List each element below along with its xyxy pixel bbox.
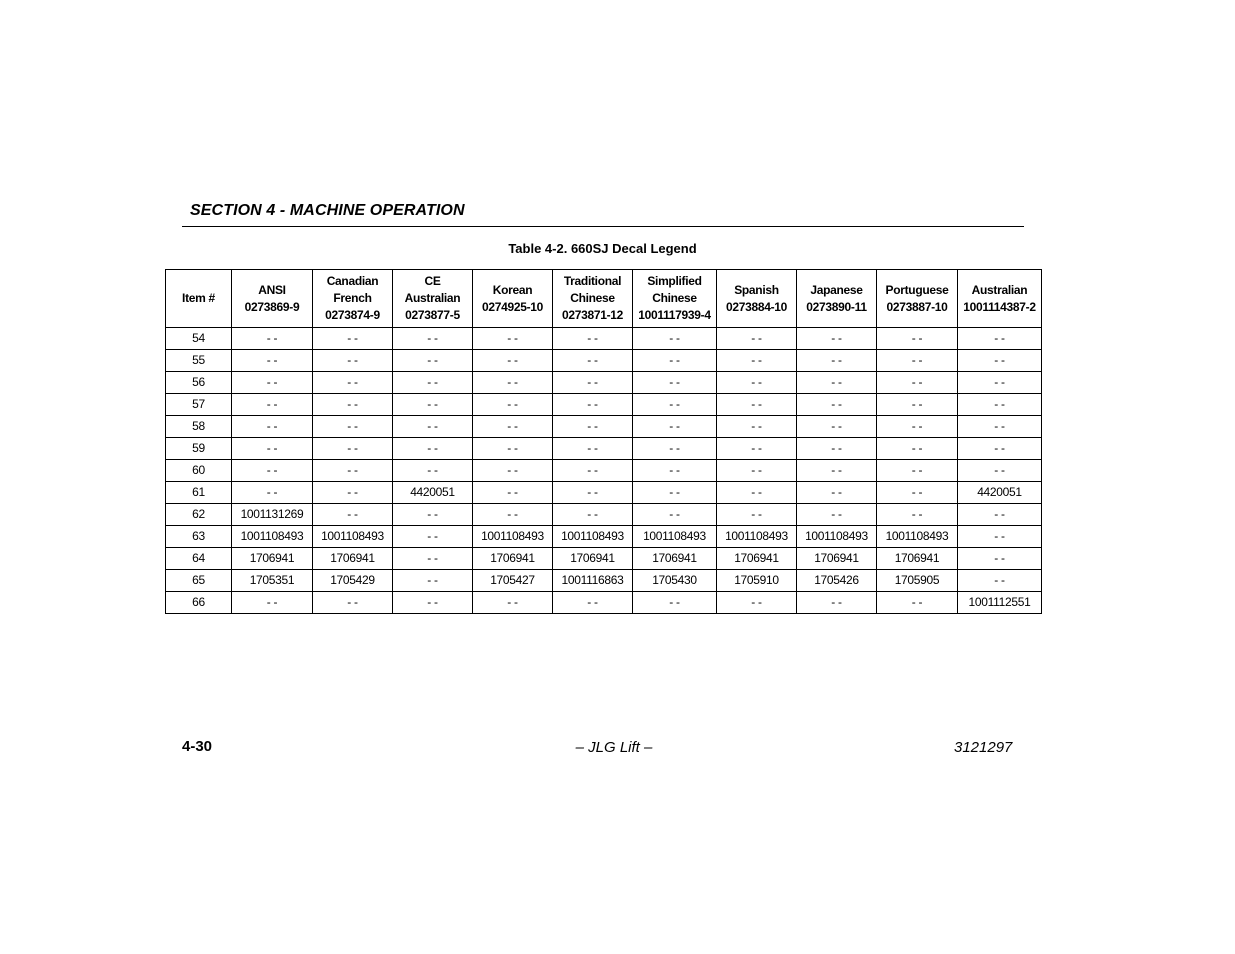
column-header-line: 0273871-12	[561, 308, 624, 322]
decal-part-cell: 1706941	[473, 548, 553, 570]
decal-part-cell: - -	[553, 372, 633, 394]
decal-part-cell: - -	[393, 394, 473, 416]
decal-part-cell: - -	[717, 350, 797, 372]
item-number-cell: 56	[166, 372, 232, 394]
table-row	[166, 416, 1042, 438]
decal-part-cell: - -	[393, 526, 473, 548]
decal-part-cell: - -	[877, 460, 958, 482]
decal-part-cell: - -	[393, 372, 473, 394]
decal-part-cell: - -	[797, 482, 877, 504]
decal-part-cell: - -	[232, 328, 313, 350]
table-row	[166, 350, 1042, 372]
table-row	[166, 328, 1042, 350]
column-header-line: CE	[424, 274, 441, 288]
column-header-line: Chinese	[652, 291, 697, 305]
decal-part-cell: - -	[393, 504, 473, 526]
decal-part-cell: - -	[633, 328, 717, 350]
column-header-line: Japanese	[810, 282, 863, 297]
column-header-line: 0273887-10	[886, 299, 948, 314]
decal-part-cell: 1706941	[232, 548, 313, 570]
column-header-line: Canadian	[326, 274, 379, 288]
decal-part-cell: - -	[717, 482, 797, 504]
decal-part-cell: 1705429	[313, 570, 393, 592]
column-header-line: 0273890-11	[806, 299, 867, 314]
decal-part-cell: - -	[232, 592, 313, 614]
decal-part-cell: - -	[393, 350, 473, 372]
decal-part-cell: - -	[393, 438, 473, 460]
decal-part-cell: - -	[633, 394, 717, 416]
decal-part-cell: 1706941	[717, 548, 797, 570]
decal-part-cell: - -	[877, 350, 958, 372]
decal-part-cell: - -	[717, 416, 797, 438]
decal-part-cell: - -	[473, 592, 553, 614]
decal-part-cell: - -	[717, 438, 797, 460]
decal-part-cell: - -	[797, 416, 877, 438]
table-body	[166, 328, 1042, 614]
decal-part-cell: - -	[958, 548, 1042, 570]
item-number-cell: 61	[166, 482, 232, 504]
page-number: 4-30	[182, 738, 213, 755]
decal-part-cell: - -	[958, 460, 1042, 482]
table-row	[166, 372, 1042, 394]
item-number-cell: 57	[166, 394, 232, 416]
decal-part-cell: - -	[717, 394, 797, 416]
decal-part-cell: - -	[313, 372, 393, 394]
column-header-line: Australian	[404, 291, 461, 305]
decal-part-cell: - -	[797, 438, 877, 460]
decal-part-cell: - -	[393, 460, 473, 482]
column-header-line: Korean	[492, 282, 533, 297]
document-number: 3121297	[954, 739, 1013, 756]
table-row	[166, 592, 1042, 614]
item-number-cell: 55	[166, 350, 232, 372]
decal-part-cell: - -	[633, 416, 717, 438]
decal-part-cell: - -	[633, 460, 717, 482]
decal-part-cell: - -	[797, 394, 877, 416]
decal-part-cell: 1001108493	[313, 526, 393, 548]
decal-part-cell: 1705427	[473, 570, 553, 592]
decal-part-cell: - -	[393, 548, 473, 570]
decal-part-cell: - -	[797, 350, 877, 372]
column-header-line: 0273869-9	[244, 299, 300, 314]
decal-part-cell: 4420051	[393, 482, 473, 504]
decal-part-cell: 1705430	[633, 570, 717, 592]
decal-part-cell: - -	[877, 592, 958, 614]
decal-part-cell: - -	[877, 416, 958, 438]
decal-part-cell: - -	[553, 504, 633, 526]
column-header	[393, 270, 473, 328]
column-header-line: Chinese	[570, 291, 615, 305]
column-header-line: 0273877-5	[405, 308, 460, 322]
item-number-cell: 58	[166, 416, 232, 438]
decal-part-cell: - -	[473, 460, 553, 482]
decal-part-cell: 1001112551	[958, 592, 1042, 614]
decal-part-cell: - -	[473, 438, 553, 460]
decal-part-cell: - -	[958, 438, 1042, 460]
decal-part-cell: - -	[313, 504, 393, 526]
table-row	[166, 526, 1042, 548]
decal-part-cell: - -	[473, 394, 553, 416]
decal-part-cell: - -	[553, 460, 633, 482]
column-header-line: 0273884-10	[725, 299, 788, 314]
table-header-row	[166, 270, 1042, 328]
decal-part-cell: - -	[232, 460, 313, 482]
decal-part-cell: - -	[393, 416, 473, 438]
decal-part-cell: - -	[797, 372, 877, 394]
column-header	[717, 270, 797, 328]
decal-part-cell: - -	[232, 372, 313, 394]
decal-part-cell: 1001108493	[473, 526, 553, 548]
decal-part-cell: - -	[232, 482, 313, 504]
decal-part-cell: - -	[313, 438, 393, 460]
column-header-line: 0274925-10	[481, 299, 544, 314]
table-title: Table 4-2. 660SJ Decal Legend	[508, 241, 697, 256]
decal-part-cell: 4420051	[958, 482, 1042, 504]
column-header-line: Simplified	[647, 274, 702, 288]
decal-part-cell: - -	[877, 328, 958, 350]
decal-part-cell: - -	[232, 394, 313, 416]
decal-part-cell: 1706941	[553, 548, 633, 570]
decal-part-cell: - -	[633, 372, 717, 394]
column-header	[877, 270, 958, 328]
decal-part-cell: - -	[797, 592, 877, 614]
decal-part-cell: - -	[958, 328, 1042, 350]
column-header-line: Traditional	[563, 274, 622, 288]
column-header-line: 1001117939-4	[638, 308, 711, 322]
decal-part-cell: - -	[473, 504, 553, 526]
decal-part-cell: - -	[633, 482, 717, 504]
column-header-line: 1001114387-2	[963, 299, 1036, 314]
decal-part-cell: - -	[473, 328, 553, 350]
column-header	[633, 270, 717, 328]
decal-part-cell: - -	[958, 526, 1042, 548]
decal-part-cell: - -	[633, 504, 717, 526]
item-number-cell: 59	[166, 438, 232, 460]
decal-part-cell: - -	[717, 504, 797, 526]
table-row	[166, 394, 1042, 416]
decal-part-cell: 1705905	[877, 570, 958, 592]
decal-part-cell: 1001108493	[717, 526, 797, 548]
decal-part-cell: - -	[633, 350, 717, 372]
decal-part-cell: - -	[313, 350, 393, 372]
decal-part-cell: 1001108493	[633, 526, 717, 548]
decal-part-cell: - -	[958, 570, 1042, 592]
decal-part-cell: - -	[473, 482, 553, 504]
item-number-cell: 54	[166, 328, 232, 350]
table-row	[166, 460, 1042, 482]
decal-part-cell: - -	[797, 460, 877, 482]
decal-part-cell: - -	[877, 438, 958, 460]
item-number-cell: 66	[166, 592, 232, 614]
decal-part-cell: - -	[717, 460, 797, 482]
decal-part-cell: - -	[313, 328, 393, 350]
decal-part-cell: 1001108493	[232, 526, 313, 548]
decal-part-cell: 1001108493	[797, 526, 877, 548]
decal-part-cell: - -	[958, 350, 1042, 372]
decal-part-cell: - -	[232, 350, 313, 372]
decal-part-cell: - -	[553, 482, 633, 504]
column-header	[313, 270, 393, 328]
decal-part-cell: 1706941	[877, 548, 958, 570]
decal-part-cell: 1705910	[717, 570, 797, 592]
decal-part-cell: 1705351	[232, 570, 313, 592]
table-row	[166, 548, 1042, 570]
decal-part-cell: - -	[877, 394, 958, 416]
column-header	[232, 270, 313, 328]
decal-part-cell: - -	[553, 416, 633, 438]
table-row	[166, 482, 1042, 504]
decal-part-cell: - -	[553, 328, 633, 350]
decal-legend-table	[165, 269, 1042, 614]
decal-part-cell: 1706941	[797, 548, 877, 570]
decal-part-cell: 1001108493	[877, 526, 958, 548]
decal-part-cell: - -	[553, 350, 633, 372]
decal-part-cell: 1706941	[313, 548, 393, 570]
decal-part-cell: - -	[717, 328, 797, 350]
decal-part-cell: - -	[393, 592, 473, 614]
table-row	[166, 570, 1042, 592]
table-row	[166, 504, 1042, 526]
decal-part-cell: - -	[958, 394, 1042, 416]
column-header	[473, 270, 553, 328]
decal-part-cell: - -	[313, 592, 393, 614]
header-rule	[182, 226, 1024, 227]
decal-part-cell: - -	[232, 438, 313, 460]
column-header-line: Australian	[971, 282, 1028, 297]
table-row	[166, 438, 1042, 460]
decal-part-cell: - -	[473, 350, 553, 372]
decal-part-cell: - -	[553, 394, 633, 416]
column-header-line: ANSI	[258, 282, 286, 297]
decal-part-cell: 1001116863	[553, 570, 633, 592]
decal-part-cell: 1001131269	[232, 504, 313, 526]
column-header	[797, 270, 877, 328]
decal-part-cell: - -	[717, 372, 797, 394]
column-header-line: Item #	[182, 291, 215, 305]
decal-part-cell: - -	[958, 372, 1042, 394]
decal-part-cell: - -	[877, 504, 958, 526]
decal-part-cell: 1706941	[633, 548, 717, 570]
decal-part-cell: - -	[313, 416, 393, 438]
decal-part-cell: 1705426	[797, 570, 877, 592]
column-header-line: 0273874-9	[325, 308, 380, 322]
decal-part-cell: - -	[877, 482, 958, 504]
item-number-cell: 63	[166, 526, 232, 548]
column-header	[166, 270, 232, 328]
item-number-cell: 64	[166, 548, 232, 570]
decal-part-cell: - -	[473, 372, 553, 394]
decal-part-cell: - -	[393, 328, 473, 350]
column-header-line: French	[333, 291, 372, 305]
decal-part-cell: - -	[313, 482, 393, 504]
section-header: SECTION 4 - MACHINE OPERATION	[190, 202, 465, 219]
decal-part-cell: - -	[633, 438, 717, 460]
column-header	[958, 270, 1042, 328]
decal-part-cell: - -	[473, 416, 553, 438]
decal-part-cell: - -	[232, 416, 313, 438]
decal-part-cell: - -	[958, 416, 1042, 438]
decal-part-cell: 1001108493	[553, 526, 633, 548]
column-header	[553, 270, 633, 328]
decal-part-cell: - -	[797, 504, 877, 526]
column-header-line: Spanish	[734, 282, 779, 297]
footer-publisher: – JLG Lift –	[575, 739, 653, 756]
decal-part-cell: - -	[313, 394, 393, 416]
decal-part-cell: - -	[633, 592, 717, 614]
decal-part-cell: - -	[877, 372, 958, 394]
decal-part-cell: - -	[553, 438, 633, 460]
decal-part-cell: - -	[313, 460, 393, 482]
item-number-cell: 60	[166, 460, 232, 482]
item-number-cell: 65	[166, 570, 232, 592]
decal-part-cell: - -	[797, 328, 877, 350]
decal-part-cell: - -	[958, 504, 1042, 526]
decal-part-cell: - -	[717, 592, 797, 614]
decal-part-cell: - -	[393, 570, 473, 592]
column-header-line: Portuguese	[885, 282, 949, 297]
decal-part-cell: - -	[553, 592, 633, 614]
item-number-cell: 62	[166, 504, 232, 526]
